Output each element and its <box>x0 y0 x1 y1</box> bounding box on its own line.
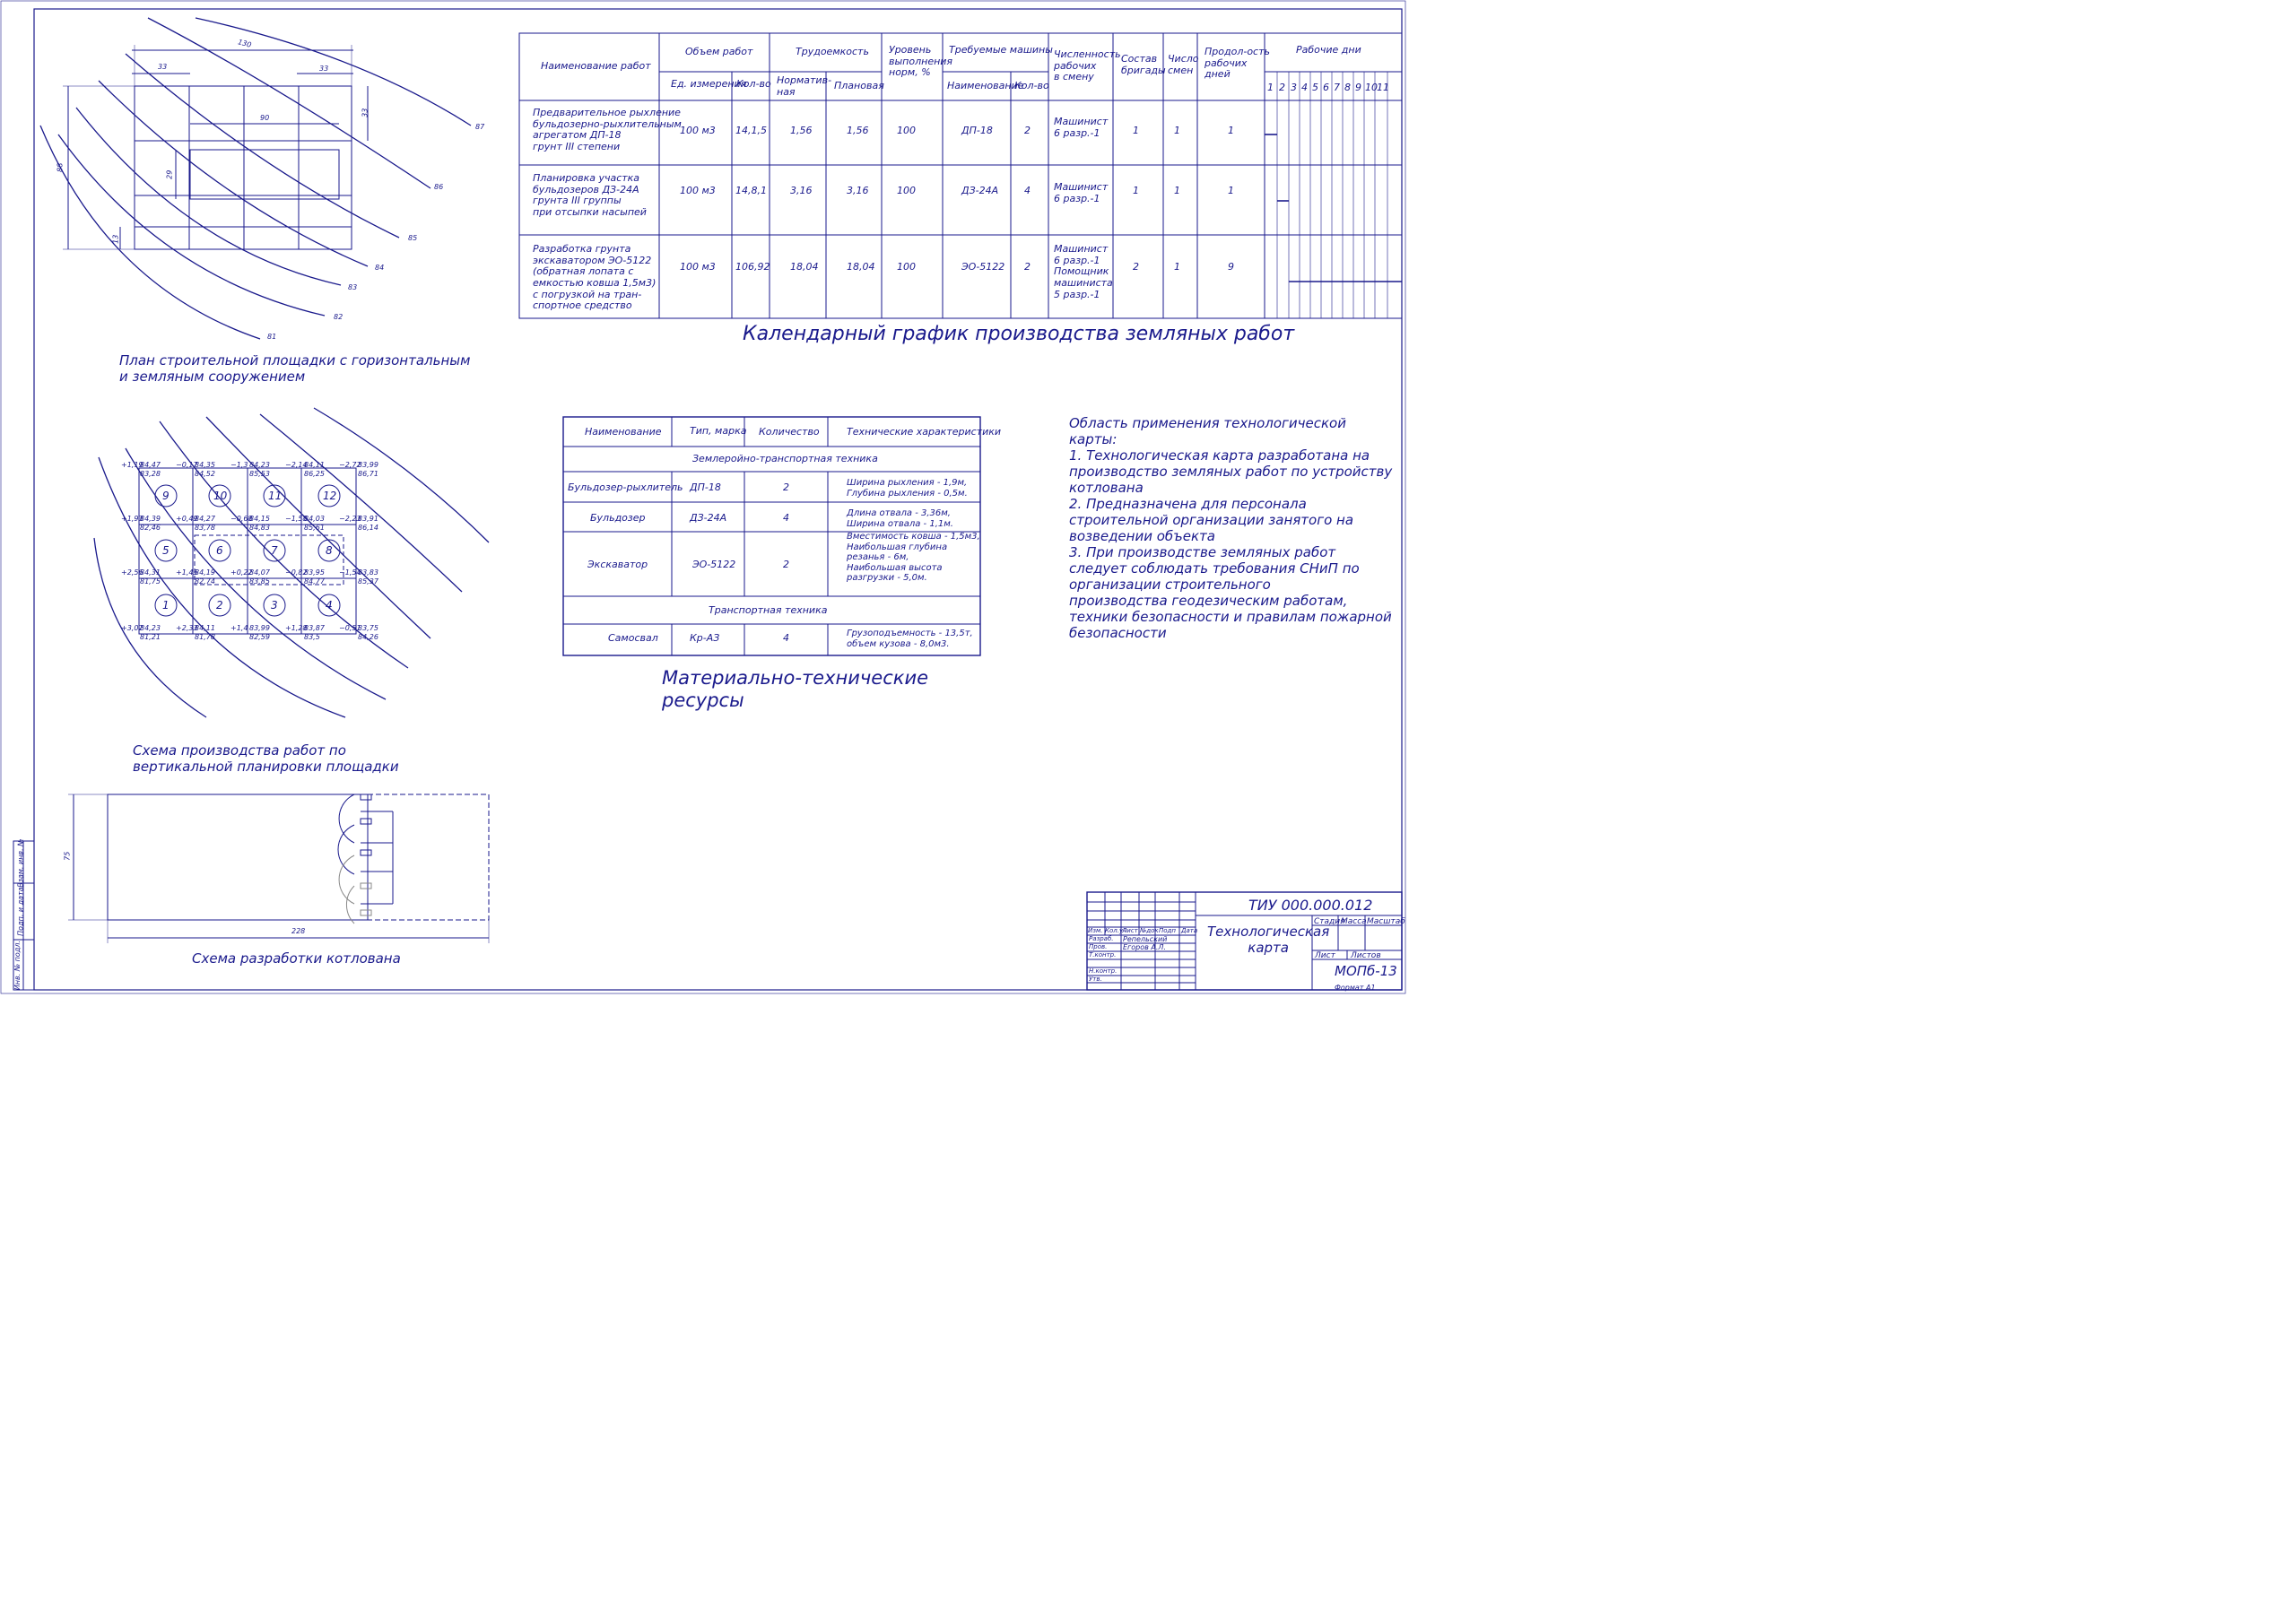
contour-81: 81 <box>267 333 277 341</box>
node-design-mark: 83,91 <box>358 515 378 523</box>
dim-33-right: 33 <box>319 65 329 73</box>
node-black-mark: 82,46 <box>140 524 161 532</box>
tb-format: Формат А1 <box>1335 984 1376 992</box>
hdr-mqty: Кол-во <box>1014 80 1049 91</box>
day-number: 2 <box>1279 82 1285 93</box>
dim-130: 130 <box>237 38 253 49</box>
node-design-mark: 84,47 <box>140 461 161 469</box>
res-qty: 2 <box>783 559 789 570</box>
node-black-mark: 82,59 <box>249 633 270 641</box>
workers: Машинист 6 разр.-1 <box>1054 116 1109 139</box>
crew: 2 <box>1133 261 1139 273</box>
machine-qty: 2 <box>1024 261 1031 273</box>
node-work-mark: +1,45 <box>176 568 198 577</box>
norm-level: 100 <box>897 185 916 196</box>
dim-29: 29 <box>165 169 174 179</box>
node-black-mark: 83,85 <box>249 577 270 585</box>
tb-stage: Стадия <box>1314 917 1345 926</box>
tb-col-label: Подп <box>1159 927 1176 934</box>
day-number: 7 <box>1334 82 1340 93</box>
machine-qty: 2 <box>1024 125 1031 136</box>
cell-2: 2 <box>216 599 223 612</box>
tb-role: Т.контр. <box>1089 951 1117 958</box>
node-design-mark: 83,75 <box>358 624 378 632</box>
hdr-days: Рабочие дни <box>1296 44 1361 56</box>
day-number: 5 <box>1312 82 1318 93</box>
hdr-qty: Кол-во <box>736 78 771 90</box>
labor-norm: 1,56 <box>790 125 813 136</box>
machine-qty: 4 <box>1024 185 1031 196</box>
node-design-mark: 84,11 <box>304 461 325 469</box>
dim-33-left: 33 <box>158 63 168 71</box>
hdr-norm: Норматив- ная <box>777 74 832 98</box>
cell-11: 11 <box>268 490 283 502</box>
node-black-mark: 81,75 <box>140 577 161 585</box>
node-black-mark: 81,21 <box>140 633 161 641</box>
tb-mass: Масса <box>1341 917 1367 926</box>
doc-name: Технологическая карта <box>1207 924 1330 956</box>
node-work-mark: −1,54 <box>339 568 361 577</box>
application-notes: Область применения технологической карты: 1. Технологическая карта разработана на производство земляных работ по устройству котлована 2. Предназначена для персонала строительной организации занятого на возведении объекта 3. При производстве земляных работ следует соблюдать требования СНиП по организации строительного производства геодезическим работам, техники безопасности и правилам пожарной безопасности <box>1069 415 1393 641</box>
work-unit: 100 м3 <box>680 261 716 273</box>
work-unit: 100 м3 <box>680 125 716 136</box>
cell-1: 1 <box>162 599 170 612</box>
hdr-labor: Трудоемкость <box>796 46 869 57</box>
norm-level: 100 <box>897 261 916 273</box>
node-work-mark: +0,49 <box>176 515 198 523</box>
norm-level: 100 <box>897 125 916 136</box>
hdr-machines: Требуемые машины <box>949 44 1053 56</box>
contour-86: 86 <box>434 183 444 191</box>
cell-10: 10 <box>213 490 228 502</box>
node-work-mark: +0,22 <box>230 568 253 577</box>
day-number: 3 <box>1291 82 1297 93</box>
doc-code: ТИУ 000.000.012 <box>1248 897 1373 914</box>
dim-88: 88 <box>56 162 65 172</box>
tb-col-label: Дата <box>1181 927 1198 934</box>
work-qty: 106,92 <box>735 261 770 273</box>
res-hdr-qty: Количество <box>759 426 820 438</box>
shifts: 1 <box>1174 185 1180 196</box>
shifts: 1 <box>1174 125 1180 136</box>
res-name: Бульдозер-рыхлитель <box>568 481 683 493</box>
node-work-mark: −2,72 <box>339 461 361 469</box>
node-work-mark: −1,3 <box>230 461 248 469</box>
node-design-mark: 84,23 <box>140 624 161 632</box>
contour-84: 84 <box>375 264 385 272</box>
tb-scale: Масштаб <box>1367 917 1405 926</box>
tb-developer-name: Репельский <box>1123 935 1168 943</box>
res-group-transport: Транспортная техника <box>709 604 828 616</box>
cell-7: 7 <box>271 544 278 557</box>
day-number: 8 <box>1344 82 1351 93</box>
node-black-mark: 84,83 <box>249 524 270 532</box>
cell-4: 4 <box>326 599 333 612</box>
res-hdr-name: Наименование <box>585 426 662 438</box>
node-design-mark: 83,99 <box>249 624 270 632</box>
contour-82: 82 <box>334 313 344 321</box>
node-design-mark: 84,27 <box>195 515 215 523</box>
labor-plan: 1,56 <box>847 125 869 136</box>
res-name: Бульдозер <box>590 512 646 524</box>
day-number: 10 <box>1365 82 1378 93</box>
work-name: Предварительное рыхление бульдозерно-рыхлительным агрегатом ДП-18 грунт III степени <box>533 107 682 152</box>
cell-3: 3 <box>271 599 278 612</box>
pit-dim-width: 75 <box>63 851 72 861</box>
stamp-replace: Взам. инв. № <box>16 838 25 888</box>
hdr-volume: Объем работ <box>685 46 753 57</box>
dim-13: 13 <box>111 234 120 244</box>
node-black-mark: 86,71 <box>358 470 378 478</box>
node-black-mark: 82,74 <box>195 577 215 585</box>
hdr-duration: Продол-ость рабочих дней <box>1205 46 1270 81</box>
tb-sheet: Лист <box>1315 951 1335 960</box>
node-black-mark: 81,78 <box>195 633 215 641</box>
work-unit: 100 м3 <box>680 185 716 196</box>
hdr-crew: Состав бригады <box>1121 53 1166 76</box>
node-design-mark: 84,07 <box>249 568 270 577</box>
day-number: 1 <box>1267 82 1274 93</box>
stamp-sign: Подп. и дата <box>16 887 25 936</box>
node-design-mark: 84,11 <box>195 624 215 632</box>
node-black-mark: 83,28 <box>140 470 161 478</box>
dim-90: 90 <box>260 114 270 122</box>
res-spec: Ширина рыхления - 1,9м, Глубина рыхления - 0,5м. <box>847 478 968 499</box>
node-work-mark: −0,51 <box>339 624 361 632</box>
node-black-mark: 84,52 <box>195 470 215 478</box>
res-spec: Грузоподъемность - 13,5т, объем кузова - 8,0м3. <box>847 629 973 649</box>
node-design-mark: 84,23 <box>249 461 270 469</box>
node-work-mark: +2,33 <box>176 624 198 632</box>
res-hdr-spec: Технические характеристики <box>847 426 1002 438</box>
node-design-mark: 83,83 <box>358 568 378 577</box>
cell-6: 6 <box>216 544 223 557</box>
cell-12: 12 <box>323 490 337 502</box>
res-spec: Вместимость ковша - 1,5м3, Наибольшая глубина резанья - 6м, Наибольшая высота разгрузки - 5,0м. <box>847 532 980 583</box>
machine-name: ЭО-5122 <box>961 261 1005 273</box>
dim-33-side: 33 <box>361 108 370 117</box>
site-plan-caption: План строительной площадки с горизонтальным и земляным сооружением <box>119 352 471 385</box>
node-work-mark: +2,56 <box>121 568 144 577</box>
node-design-mark: 83,99 <box>358 461 378 469</box>
tb-col-label: Кол.уч <box>1105 927 1127 934</box>
node-work-mark: +3,02 <box>121 624 144 632</box>
node-work-mark: +1,93 <box>121 515 144 523</box>
res-type: ДП-18 <box>690 481 721 493</box>
node-work-mark: −2,23 <box>339 515 361 523</box>
node-design-mark: 84,35 <box>195 461 215 469</box>
tb-col-label: Изм. <box>1088 927 1103 934</box>
day-number: 6 <box>1323 82 1329 93</box>
labor-plan: 3,16 <box>847 185 869 196</box>
labor-norm: 18,04 <box>790 261 819 273</box>
work-qty: 14,8,1 <box>735 185 767 196</box>
workers: Машинист 6 разр.-1 <box>1054 181 1109 204</box>
node-design-mark: 84,03 <box>304 515 325 523</box>
tb-checker-name: Егоров А.Л. <box>1123 943 1166 951</box>
day-number: 9 <box>1355 82 1361 93</box>
node-black-mark: 83,78 <box>195 524 215 532</box>
hdr-plan: Плановая <box>834 80 884 91</box>
tb-org: МОПб-13 <box>1335 963 1397 979</box>
node-black-mark: 85,37 <box>358 577 378 585</box>
node-black-mark: 86,14 <box>358 524 378 532</box>
shifts: 1 <box>1174 261 1180 273</box>
cell-5: 5 <box>162 544 170 557</box>
pit-dim-length: 228 <box>291 927 306 935</box>
work-name: Планировка участка бульдозеров ДЗ-24А грунта III группы при отсыпки насыпей <box>533 172 647 218</box>
work-qty: 14,1,5 <box>735 125 767 136</box>
hdr-unit: Ед. измерения <box>671 78 747 90</box>
grid-scheme-caption: Схема производства работ по вертикальной планировки площадки <box>133 742 399 775</box>
crew: 1 <box>1133 125 1139 136</box>
node-work-mark: +1,19 <box>121 461 144 469</box>
hdr-workers: Численность рабочих в смену <box>1054 48 1121 83</box>
day-number: 4 <box>1301 82 1308 93</box>
machine-name: ДП-18 <box>961 125 993 136</box>
res-qty: 2 <box>783 481 789 493</box>
labor-plan: 18,04 <box>847 261 875 273</box>
cell-8: 8 <box>326 544 333 557</box>
node-work-mark: −0,17 <box>176 461 198 469</box>
res-type: ЭО-5122 <box>692 559 736 570</box>
node-design-mark: 84,39 <box>140 515 161 523</box>
hdr-mname: Наименование <box>947 80 1024 91</box>
node-black-mark: 83,5 <box>304 633 320 641</box>
res-spec: Длина отвала - 3,36м, Ширина отвала - 1,1м. <box>847 508 953 529</box>
node-black-mark: 86,25 <box>304 470 325 478</box>
work-name: Разработка грунта экскаватором ЭО-5122 (обратная лопата с емкостью ковша 1,5м3) с погрузкой на тран- спортное средство <box>533 243 657 312</box>
res-hdr-type: Тип, марка <box>690 425 747 437</box>
machine-name: ДЗ-24А <box>961 185 999 196</box>
node-black-mark: 84,77 <box>304 577 325 585</box>
node-design-mark: 84,31 <box>140 568 161 577</box>
res-qty: 4 <box>783 632 789 644</box>
workers: Машинист 6 разр.-1 Помощник машиниста 5 разр.-1 <box>1054 243 1113 300</box>
tb-col-label: №док <box>1140 927 1159 934</box>
res-group-earthmoving: Землеройно-транспортная техника <box>692 453 878 464</box>
node-design-mark: 84,15 <box>249 515 270 523</box>
pit-scheme-drawing <box>68 794 489 943</box>
tb-role: Утв. <box>1089 976 1102 983</box>
node-work-mark: −0,68 <box>230 515 253 523</box>
res-type: Кр-АЗ <box>690 632 720 644</box>
grid-scheme-drawing <box>94 408 489 717</box>
node-design-mark: 83,87 <box>304 624 325 632</box>
hdr-shifts: Число смен <box>1168 53 1199 76</box>
tb-role: Разраб. <box>1089 935 1114 942</box>
node-work-mark: −0,82 <box>285 568 308 577</box>
contour-87: 87 <box>475 123 485 131</box>
duration: 1 <box>1228 125 1234 136</box>
tb-role: Пров. <box>1089 943 1108 950</box>
res-qty: 4 <box>783 512 789 524</box>
duration: 1 <box>1228 185 1234 196</box>
schedule-title: Календарный график производства земляных работ <box>743 323 1295 345</box>
node-work-mark: +1,28 <box>285 624 308 632</box>
day-number: 11 <box>1377 82 1389 93</box>
node-black-mark: 85,53 <box>249 470 270 478</box>
labor-norm: 3,16 <box>790 185 813 196</box>
node-design-mark: 84,19 <box>195 568 215 577</box>
resources-title: Материально-технические ресурсы <box>662 667 929 712</box>
site-plan-drawing <box>40 18 471 339</box>
duration: 9 <box>1228 261 1234 273</box>
tb-sheets: Листов <box>1351 951 1381 960</box>
crew: 1 <box>1133 185 1139 196</box>
stamp-inv: Инв. № подл. <box>13 940 22 991</box>
node-work-mark: −1,58 <box>285 515 308 523</box>
node-black-mark: 84,26 <box>358 633 378 641</box>
hdr-level: Уровень выполнения норм, % <box>889 44 953 79</box>
pit-scheme-caption: Схема разработки котлована <box>192 950 401 967</box>
node-black-mark: 85,61 <box>304 524 325 532</box>
contour-85: 85 <box>408 234 418 242</box>
hdr-name: Наименование работ <box>541 60 651 72</box>
res-name: Самосвал <box>608 632 658 644</box>
node-design-mark: 83,95 <box>304 568 325 577</box>
node-work-mark: −2,14 <box>285 461 308 469</box>
tb-col-label: Лист <box>1122 927 1138 934</box>
contour-83: 83 <box>348 283 358 291</box>
tb-role: Н.контр. <box>1089 967 1118 975</box>
res-type: ДЗ-24А <box>690 512 727 524</box>
cell-9: 9 <box>162 490 170 502</box>
res-name: Экскаватор <box>587 559 648 570</box>
node-work-mark: +1,4 <box>230 624 248 632</box>
